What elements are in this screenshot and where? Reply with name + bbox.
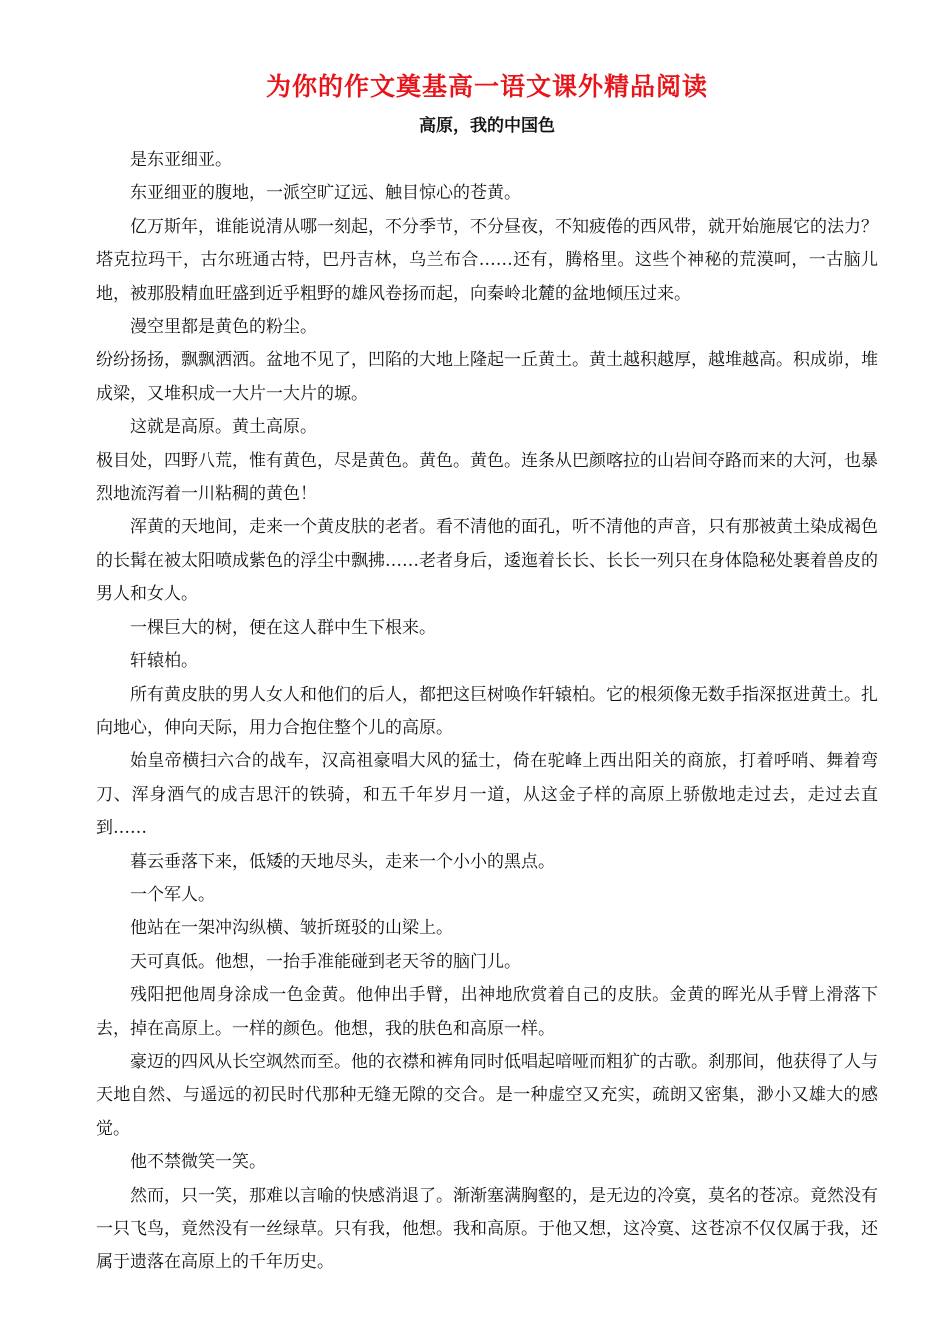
paragraph: 所有黄皮肤的男人女人和他们的后人，都把这巨树唤作轩辕柏。它的根须像无数手指深抠进黄土。扎向地心，伸向天际，用力合抱住整个儿的高原。 xyxy=(96,684,878,738)
paragraph: 漫空里都是黄色的粉尘。 xyxy=(130,317,317,338)
paragraph: 是东亚细亚。 xyxy=(130,150,232,170)
paragraph: 残阳把他周身涂成一色金黄。他伸出手臂，出神地欣赏着自己的皮肤。金黄的晖光从手臂上滑落下去，掉在高原上。一样的颜色。他想，我的肤色和高原一样。 xyxy=(96,985,878,1039)
paragraph: 他站在一架冲沟纵横、皱折斑驳的山梁上。 xyxy=(130,918,453,939)
paragraph: 东亚细亚的腹地，一派空旷辽远、触目惊心的苍黄。 xyxy=(130,183,521,204)
paragraph: 然而，只一笑，那难以言喻的快感消退了。渐渐塞满胸壑的，是无边的冷寞，莫名的苍凉。竟然没有一只飞鸟，竟然没有一丝绿草。只有我，他想。我和高原。于他又想，这冷寞、这苍凉不仅仅属于我，还属于遗落在高原上的千年历史。 xyxy=(96,1185,878,1273)
document-title: 为你的作文奠基高一语文课外精品阅读 xyxy=(265,72,708,101)
paragraph: 浑黄的天地间，走来一个黄皮肤的老者。看不清他的面孔，听不清他的声音，只有那被黄土染成褐色的长髯在被太阳喷成紫色的浮尘中飘拂……老者身后，逶迤着长长、长长一列只在身体隐秘处裹着兽皮的男人和女人。 xyxy=(96,517,878,605)
document-body xyxy=(96,144,878,1280)
paragraph: 始皇帝横扫六合的战车，汉高祖豪唱大风的猛士，倚在驼峰上西出阳关的商旅，打着呼哨、舞着弯刀、浑身酒气的成吉思汗的铁骑，和五千年岁月一道，从这金子样的高原上骄傲地走过去，走过去直到…… xyxy=(96,751,878,839)
paragraph: 一棵巨大的树，便在这人群中生下根来。 xyxy=(130,617,436,638)
paragraph: 极目处，四野八荒，惟有黄色，尽是黄色。黄色。黄色。连条从巴颜喀拉的山岩间夺路而来的大河，也暴烈地流泻着一川粘稠的黄色！ xyxy=(96,450,878,505)
paragraph: 轩辕柏。 xyxy=(130,651,198,672)
document-subtitle: 高原，我的中国色 xyxy=(419,116,555,136)
paragraph: 他不禁微笑一笑。 xyxy=(130,1152,266,1173)
paragraph: 亿万斯年，谁能说清从哪一刻起，不分季节，不分昼夜，不知疲倦的西风带，就开始施展它的法力？塔克拉玛干，古尔班通古特，巴丹吉林，乌兰布合……还有，腾格里。这些个神秘的荒漠呵，一古脑儿地，被那股精血旺盛到近乎粗野的雄风卷扬而起，向秦岭北麓的盆地倾压过来。 xyxy=(96,216,878,304)
paragraph: 暮云垂落下来，低矮的天地尽头，走来一个小小的黑点。 xyxy=(130,851,555,872)
paragraph: 天可真低。他想，一抬手准能碰到老天爷的脑门儿。 xyxy=(130,951,521,972)
paragraph: 这就是高原。黄土高原。 xyxy=(130,417,317,438)
paragraph: 一个军人。 xyxy=(130,884,215,905)
paragraph: 纷纷扬扬，飘飘洒洒。盆地不见了，凹陷的大地上隆起一丘黄土。黄土越积越厚，越堆越高。积成峁，堆成梁，又堆积成一大片一大片的塬。 xyxy=(96,350,878,404)
paragraph: 豪迈的四风从长空飒然而至。他的衣襟和裤角同时低唱起喑哑而粗犷的古歌。刹那间，他获得了人与天地自然、与遥远的初民时代那种无缝无隙的交合。是一种虚空又充实，疏朗又密集，渺小又雄大的感觉。 xyxy=(96,1051,878,1139)
